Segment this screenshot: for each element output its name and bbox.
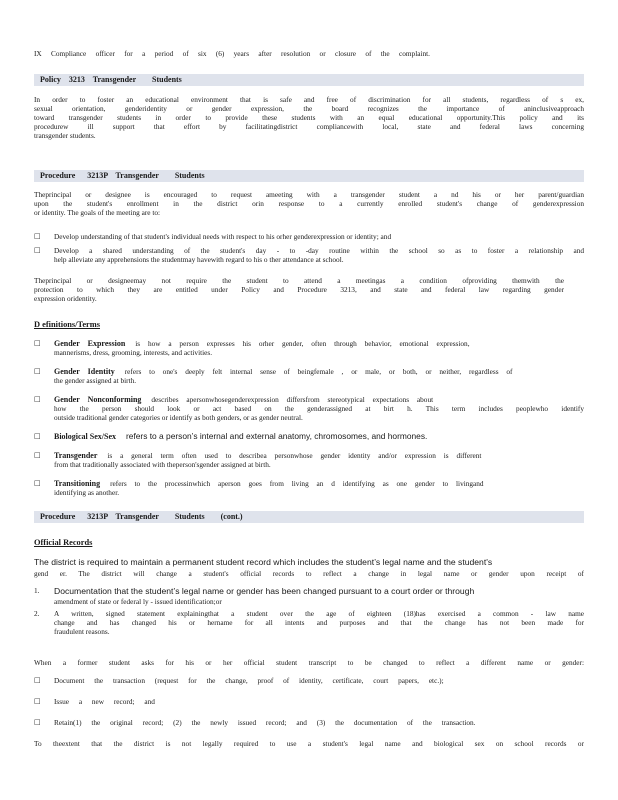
goal-item [34,246,584,264]
policy-line: transgender students. [34,131,96,140]
checkbox-bullet-icon: □ [34,697,41,705]
definitions-list [34,339,584,507]
records-heading: Official Records [34,538,93,547]
policy-line: In order to foster an educational environment that is safe and free of discrimination for all students, regardless of s ex, [34,95,584,104]
checkbox-bullet-icon: □ [34,479,41,487]
transcript-step [34,718,504,727]
records-intro-big: The district is required to maintain a permanent student record which includes the student’s legal name and the student's [34,557,493,567]
goal-line: Develop a shared understanding of the student's day - to -day routine within the school so as to foster a relationship and [54,246,584,255]
definition-line: from that traditionally associated with theperson'sgender assigned at birth. [54,460,271,469]
definition-item [34,395,584,422]
definition-line [54,451,584,460]
definition-text: describes apersonwhosegenderexpression differsfrom stereotypical expectations about [151,395,434,404]
checkbox-bullet-icon: □ [34,451,41,459]
checkbox-bullet-icon: □ [34,246,41,254]
intro-line: IX Compliance officer for a period of six (6) years after resolution or closure of the complaint. [34,49,430,58]
policy-line: procedurew ill support that effort by facilitatingdistrict compliancewith local, state and federal laws concerning [34,122,584,131]
procedure-intro-line: upon the student's enrollment in the district orin response to a currently enrolled student's change of genderexpression [34,199,584,208]
definition-item [34,451,584,469]
definition-term: Transitioning [54,479,101,488]
checkbox-bullet-icon: □ [34,367,41,375]
procedure-after-line: expression oridentity. [34,294,97,303]
transcript-step [34,676,504,685]
procedure-after [34,276,564,303]
goal-line: Develop understanding of that student's individual needs with respect to his orher genderexpression or identity; and [54,232,392,241]
transcript-steps-list [34,676,504,739]
policy-line: sexual orientation, genderidentity or gender expression, the board recognizes the importance of aninclusiveapproach [34,104,584,113]
procedure-intro-line: or identity. The goals of the meeting are to: [34,208,161,217]
definition-item [34,479,584,497]
policy-line: toward transgender students in order to provide these students with an equal educational opportunity.This policy and its [34,113,584,122]
definition-line: identifying as another. [54,488,120,497]
transcript-step-text: Issue a new record; and [54,697,155,706]
checkbox-bullet-icon: □ [34,718,41,726]
item-number: 1. [34,586,40,595]
definition-term: Gender Expression [54,339,126,348]
definition-line [54,367,584,376]
records-item-line: fraudulent reasons. [54,627,110,636]
goal-line: help alleviate any apprehensions the studentmay havewith regard to his o ther attendance at school. [54,255,344,264]
goal-item [34,232,584,241]
definition-line [54,339,584,348]
definition-item [34,339,584,357]
policy-section-bar: Policy 3213 Transgender Students [34,74,584,86]
definition-line: outside traditional gender categories or identify as both genders, or as gender neutral. [54,413,303,422]
definition-text: is how a person expresses his orher gender, often through behavior, emotional expression, [135,339,470,348]
records-item-line: change and has changed his or hername for all intents and purposes and that the change has not been made for [54,618,584,627]
records-item [34,586,584,606]
policy-paragraph [34,95,584,140]
definition-text: refers to the processinwhich aperson goes from living an d identifying as one gender to livingand [110,479,484,488]
definition-item [34,367,584,385]
records-intro-small: gend er. The district will change a student's official records to reflect a change in legal name or gender upon receipt of [34,569,584,578]
checkbox-bullet-icon: □ [34,395,41,403]
procedure-after-line: Theprincipal or designeemay not require the student to attend a meetingas a condition ofproviding themwith the [34,276,564,285]
definition-term: Gender Nonconforming [54,395,142,404]
transcript-line: When a former student asks for his or her official student transcript to be changed to reflect a different name or gender: [34,658,584,667]
definition-term: Gender Identity [54,367,115,376]
meeting-goals-list [34,232,584,269]
records-item-line: amendment of state or federal ly - issued identification;or [54,597,222,606]
definition-line [54,479,584,488]
records-item [34,609,584,636]
transcript-step-text: Document the transaction (request for the change, proof of identity, certificate, court papers, etc.); [54,676,444,685]
checkbox-bullet-icon: □ [34,432,41,440]
definition-item [34,432,584,441]
checkbox-bullet-icon: □ [34,339,41,347]
definition-term: Transgender [54,451,98,460]
definition-line [54,432,584,441]
procedure-after-line: protection to which they are entitled under Policy and Procedure 3213, and state and federal law regarding gender [34,285,564,294]
definitions-heading: D efinitions/Terms [34,320,100,329]
procedure-intro-line: Theprincipal or designee is encouraged to request ameeting with a transgender student a nd his or her parent/guardian [34,190,584,199]
definition-line [54,395,584,404]
definition-text: refers to a person’s internal and external anatomy, chromosomes, and hormones. [126,432,428,441]
transcript-step-text: Retain(1) the original record; (2) the newly issued record; and (3) the documentation of the transaction. [54,718,476,727]
final-line: To theextent that the district is not legally required to use a student's legal name and biological sex on school records or [34,739,584,748]
checkbox-bullet-icon: □ [34,232,41,240]
definition-text: is a general term often used to describea personwhose gender identity and/or expression is different [107,451,482,460]
item-number: 2. [34,609,40,618]
procedure-cont-bar: Procedure 3213P Transgender Students (cont.) [34,511,584,523]
procedure-section-bar: Procedure 3213P Transgender Students [34,170,584,182]
definition-line: the gender assigned at birth. [54,376,137,385]
definition-term: Biological Sex/Sex [54,432,116,441]
transcript-step [34,697,504,706]
definition-line: how the person should look or act based on the genderassigned at birt h. This term includes peoplewho identify [54,404,584,413]
definition-line: mannerisms, dress, grooming, interests, and activities. [54,348,213,357]
records-item-big: Documentation that the student’s legal name or gender has been changed pursuant to a court order or through [54,586,475,596]
definition-text: refers to one's deeply felt internal sense of beingfemale , or male, or both, or neither, regardless of [124,367,513,376]
procedure-intro [34,190,584,217]
records-list [34,586,584,639]
records-item-line: A written, signed statement explainingthat a student over the age of eighteen (18)has exercised a common - law name [54,609,584,618]
checkbox-bullet-icon: □ [34,676,41,684]
